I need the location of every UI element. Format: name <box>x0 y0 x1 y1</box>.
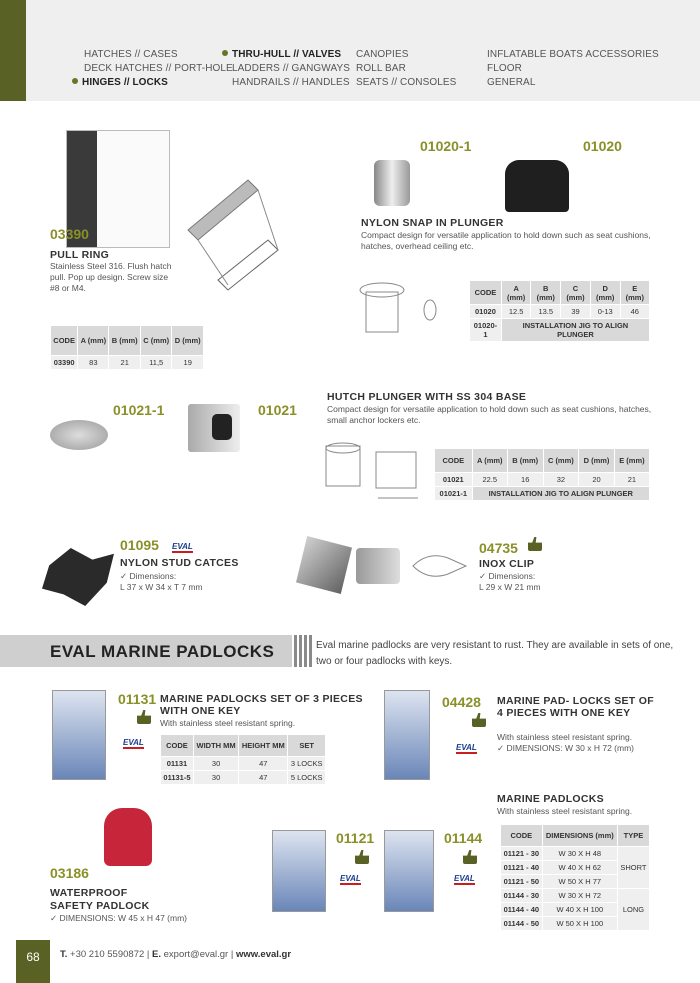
th: CODE <box>161 735 194 757</box>
eval-logo-icon: EVAL <box>172 542 193 551</box>
title-marine-padlocks: MARINE PADLOCKS <box>497 793 604 805</box>
title-inox-clip: INOX CLIP <box>479 558 535 570</box>
product-code-01020: 01020 <box>583 138 622 154</box>
dim-label: Dimensions: <box>488 571 536 581</box>
td: 01021 <box>435 473 473 487</box>
th: B (mm) <box>109 326 141 356</box>
padlock-long-image <box>384 830 434 912</box>
td: W 50 X H 77 <box>542 875 617 889</box>
page-number: 68 <box>26 950 40 964</box>
nav-col-3 <box>356 48 456 90</box>
td: 01121 - 40 <box>501 861 543 875</box>
td: 32 <box>543 473 579 487</box>
band-stripes <box>294 635 312 667</box>
desc-set-3: With stainless steel resistant spring. <box>160 718 296 728</box>
td: 22.5 <box>472 473 507 487</box>
check-icon: ✓ <box>50 913 60 923</box>
desc-pull-ring: Stainless Steel 316. Flush hatch pull. Pop up design. Screw size #8 or M4. <box>50 261 172 293</box>
dim-value: DIMENSIONS: W 30 x H 72 (mm) <box>506 743 634 753</box>
th: E (mm) <box>620 281 649 305</box>
title-nylon-stud: NYLON STUD CATCES <box>120 557 239 569</box>
inox-clip-image <box>296 536 352 594</box>
th: DIMENSIONS (mm) <box>542 825 617 847</box>
th: B (mm) <box>531 281 561 305</box>
th: E (mm) <box>614 449 649 473</box>
pull-ring-drawing <box>178 170 298 310</box>
td: W 40 X H 100 <box>542 903 617 917</box>
thumbs-up-icon <box>528 537 542 551</box>
td-install-jig: INSTALLATION JIG TO ALIGN PLUNGER <box>501 319 649 342</box>
td: 19 <box>172 356 204 370</box>
td: W 50 X H 100 <box>542 917 617 931</box>
product-code-01095: 01095 <box>120 537 159 553</box>
eval-logo-icon: EVAL <box>123 738 144 747</box>
th: A (mm) <box>472 449 507 473</box>
td: 46 <box>620 305 649 319</box>
td: 11,5 <box>140 356 172 370</box>
nav-link-hatches[interactable]: HATCHES // CASES <box>84 49 178 60</box>
th: A (mm) <box>78 326 109 356</box>
check-icon: ✓ <box>120 571 130 581</box>
td: 30 <box>193 757 238 771</box>
th: CODE <box>435 449 473 473</box>
hutch-plunger-image <box>188 404 240 452</box>
inox-clip-key-image <box>356 548 400 584</box>
thumbs-up-icon <box>355 850 369 864</box>
td: 13.5 <box>531 305 561 319</box>
nav-col-4 <box>487 48 659 90</box>
section-intro: Eval marine padlocks are very resistant to rust. They are available in sets of one, two or four padlocks with keys. <box>316 640 674 667</box>
nav-link-inflatable[interactable]: INFLATABLE BOATS ACCESSORIES <box>487 49 659 60</box>
td: 83 <box>78 356 109 370</box>
dim-set-4 <box>497 743 634 754</box>
product-code-01021: 01021 <box>258 402 297 418</box>
product-code-03390: 03390 <box>50 226 89 242</box>
thumbs-up-icon <box>463 850 477 864</box>
check-icon: ✓ <box>479 571 489 581</box>
th: D (mm) <box>579 449 615 473</box>
td: 16 <box>507 473 543 487</box>
td: W 40 X H 62 <box>542 861 617 875</box>
nav-link-deck-hatches[interactable]: DECK HATCHES // PORT-HOLE <box>84 63 233 74</box>
product-code-03186: 03186 <box>50 865 89 881</box>
desc-marine-padlocks: With stainless steel resistant spring. <box>497 806 633 816</box>
active-dot-icon <box>222 50 228 56</box>
th: HEIGHT MM <box>239 735 288 757</box>
product-code-01121: 01121 <box>336 830 375 846</box>
dim-inox-clip <box>479 571 541 593</box>
th: C (mm) <box>543 449 579 473</box>
waterproof-padlock-image <box>104 808 152 866</box>
td: 5 LOCKS <box>288 771 326 785</box>
th: D (mm) <box>172 326 204 356</box>
snap-plunger-drawing <box>352 276 452 346</box>
nav-link-handrails[interactable]: HANDRAILS // HANDLES <box>232 77 350 88</box>
product-code-01144: 01144 <box>444 830 483 846</box>
product-code-01131: 01131 <box>118 691 157 707</box>
th: CODE <box>51 326 78 356</box>
title-nylon-snap: NYLON SNAP IN PLUNGER <box>361 217 504 229</box>
table-03390 <box>50 325 204 370</box>
td: 3 LOCKS <box>288 757 326 771</box>
td: 01021-1 <box>435 487 473 501</box>
th: A (mm) <box>501 281 530 305</box>
eval-logo-icon: EVAL <box>340 874 361 883</box>
td: 01144 - 40 <box>501 903 543 917</box>
td: 12.5 <box>501 305 530 319</box>
desc-hutch-plunger: Compact design for versatile application to hold down such as seat cushions, hatches, small anchor lockers etc. <box>327 404 652 425</box>
active-dot-icon <box>72 78 78 84</box>
nav-link-ladders[interactable]: LADDERS // GANGWAYS <box>232 63 351 74</box>
inox-clip-drawing <box>408 546 470 586</box>
th: C (mm) <box>140 326 172 356</box>
td: 47 <box>239 757 288 771</box>
padlock-set-3-image <box>52 690 106 780</box>
td: 01131 <box>161 757 194 771</box>
table-01020 <box>469 280 650 342</box>
nav-link-general[interactable]: GENERAL <box>487 77 536 88</box>
thumbs-up-icon <box>137 710 151 724</box>
table-marine-padlocks <box>500 824 650 931</box>
padlock-set-4-image <box>384 690 430 780</box>
top-accent-bar <box>0 0 26 101</box>
th: CODE <box>501 825 543 847</box>
desc-set-4: With stainless steel resistant spring. <box>497 732 633 742</box>
phone-link[interactable]: +30 210 5590872 <box>70 949 145 960</box>
td: 01020-1 <box>470 319 502 342</box>
product-code-04428: 04428 <box>442 694 481 710</box>
stud-catch-image <box>42 548 114 606</box>
padlock-short-image <box>272 830 326 912</box>
td: 39 <box>561 305 591 319</box>
dim-value: DIMENSIONS: W 45 x H 47 (mm) <box>59 913 187 923</box>
desc-nylon-snap: Compact design for versatile application to hold down such as seat cushions, hatches, overhead ceiling etc. <box>361 230 651 251</box>
table-01021 <box>434 448 650 501</box>
phone-label: T. <box>60 949 68 960</box>
th: TYPE <box>617 825 649 847</box>
dim-value: L 37 x W 34 x T 7 mm <box>120 582 203 592</box>
dim-value: L 29 x W 21 mm <box>479 582 541 592</box>
hutch-plunger-drawing <box>318 438 428 508</box>
dim-waterproof <box>50 913 187 924</box>
td: 01144 - 30 <box>501 889 543 903</box>
nav-col-1 <box>84 48 233 90</box>
email-link[interactable]: export@eval.gr <box>163 949 229 960</box>
dim-label: Dimensions: <box>129 571 177 581</box>
plunger-image-steel <box>374 160 410 206</box>
td: 01121 - 30 <box>501 847 543 861</box>
td: 01020 <box>470 305 502 319</box>
td: 01121 - 50 <box>501 875 543 889</box>
th: CODE <box>470 281 502 305</box>
th: C (mm) <box>561 281 591 305</box>
td-install-jig: INSTALLATION JIG TO ALIGN PLUNGER <box>472 487 649 501</box>
product-code-04735: 04735 <box>479 540 518 556</box>
title-hutch-plunger: HUTCH PLUNGER WITH SS 304 BASE <box>327 391 527 403</box>
nav-link-roll-bar[interactable]: ROLL BAR <box>356 63 406 74</box>
email-label: E. <box>152 949 161 960</box>
product-code-01021-1: 01021-1 <box>113 402 165 418</box>
jig-image <box>50 420 108 450</box>
website-link[interactable]: www.eval.gr <box>235 949 292 960</box>
nav-col-2 <box>232 48 350 90</box>
title-set-3: MARINE PADLOCKS SET OF 3 PIECES WITH ONE KEY <box>160 693 363 717</box>
nav-link-seats[interactable]: SEATS // CONSOLES <box>356 77 457 88</box>
td: W 30 X H 72 <box>542 889 617 903</box>
td: 03390 <box>51 356 78 370</box>
td: 0-13 <box>590 305 620 319</box>
td-type-short: SHORT <box>617 847 649 889</box>
eval-logo-icon: EVAL <box>454 874 475 883</box>
footer-contact: T. +30 210 5590872 | E. export@eval.gr | www.eval.gr <box>60 949 292 960</box>
td: 20 <box>579 473 615 487</box>
plunger-image-black <box>505 160 569 212</box>
nav-link-thru-hull[interactable]: THRU-HULL // VALVES <box>232 49 342 60</box>
title-set-4: MARINE PAD- LOCKS SET OF 4 PIECES WITH ONE KEY <box>497 695 654 719</box>
title-pull-ring: PULL RING <box>50 249 110 261</box>
section-title-padlocks: EVAL MARINE PADLOCKS <box>50 642 275 661</box>
nav-link-floor[interactable]: FLOOR <box>487 63 522 74</box>
nav-link-canopies[interactable]: CANOPIES <box>356 49 409 60</box>
th: B (mm) <box>507 449 543 473</box>
th: WIDTH MM <box>193 735 238 757</box>
th: D (mm) <box>590 281 620 305</box>
product-code-01020-1: 01020-1 <box>420 138 472 154</box>
td: 21 <box>614 473 649 487</box>
td: W 30 X H 48 <box>542 847 617 861</box>
td: 21 <box>109 356 141 370</box>
table-01131 <box>160 734 326 785</box>
eval-logo-icon: EVAL <box>456 743 477 752</box>
dim-nylon-stud <box>120 571 203 593</box>
th: SET <box>288 735 326 757</box>
nav-link-hinges[interactable]: HINGES // LOCKS <box>82 77 168 88</box>
check-icon: ✓ <box>497 743 507 753</box>
td: 47 <box>239 771 288 785</box>
td: 01144 - 50 <box>501 917 543 931</box>
thumbs-up-icon <box>472 713 486 727</box>
td-type-long: LONG <box>617 889 649 931</box>
title-waterproof: WATERPROOF SAFETY PADLOCK <box>50 887 150 912</box>
td: 01131-5 <box>161 771 194 785</box>
td: 30 <box>193 771 238 785</box>
